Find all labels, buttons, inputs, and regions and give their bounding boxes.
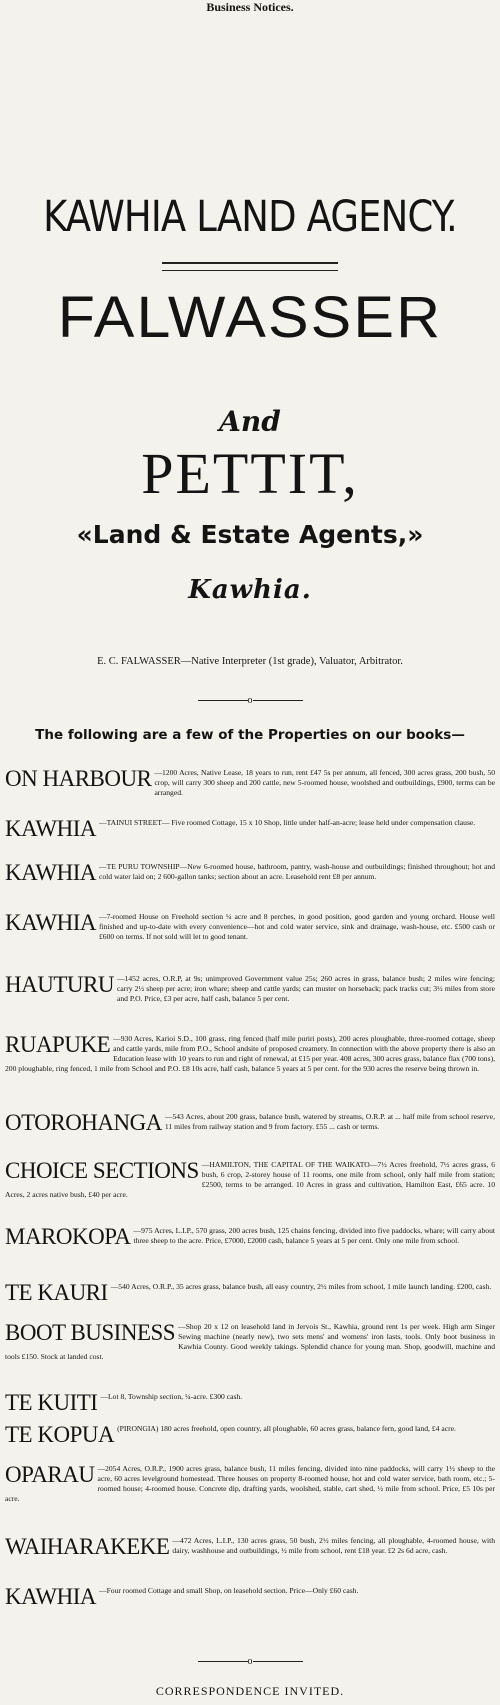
town-name: Kawhia. (188, 575, 312, 605)
listing-text: —1452 acres, O.R.P, at 9s; unimproved Government value 25s; 260 acres in grass, balance bush; 2 miles wire fencing; carry 2½ sheep per acre; iron whare; sheep and cattle yards; can muster on horseback; pack tracks cut; 3½ miles from store and P.O. Price, £3 per acre, half cash, balance 5 per cent. (116, 974, 495, 1003)
listing-title: OTOROHANGA (5, 1110, 162, 1135)
listing-text: —930 Acres, Karioi S.D., 100 grass, ring fenced (half mile puriri posts), 200 acres ploughable, three-roomed cottage, sheep and cattle yards, mile from P.O., School andsite of proposed creamery. In connection with the above property there is also an Education lease with 10 years to run and right of renewal, at £15 per year. 408 acres, 300 acres grass, balance flax (700 tons), 200 ploughable, ring fenced, 1 mile from School and P.O. £8 10s acre, half cash, balance 5 years at 5 per cent. for the 930 acres the reserve being thrown in. (5, 1034, 495, 1073)
listing-te-kopua (5, 1424, 495, 1445)
listing-boot-business (5, 1322, 495, 1362)
listing-title: ON HARBOUR (5, 766, 152, 791)
listing-text: —540 Acres, O.R.P., 35 acres grass, balance bush, all easy country, 2½ miles from school, 1 mile launch landing. £200, cash. (110, 1282, 492, 1291)
listing-ruapuke (5, 1034, 495, 1074)
listing-te-kauri (5, 1282, 495, 1303)
intro-line: The following are a few of the Properties on our books— (35, 727, 465, 743)
listing-waiharakeke (5, 1536, 495, 1557)
listing-oparau (5, 1464, 495, 1504)
divider-2 (0, 1656, 500, 1667)
ornament-right-icon: » (407, 520, 424, 549)
listing-text: —472 Acres, L.I.P., 130 acres grass, 50 bush, 2½ miles fencing, all ploughable, 4-roomed house, with dairy, washhouse and outbuildings, ½ mile from school, rent £18 year. £2 2s 6d acre, cash. (172, 1536, 495, 1555)
listing-title: RUAPUKE (5, 1032, 111, 1057)
principal-line: E. C. FALWASSER—Native Interpreter (1st grade), Valuator, Arbitrator. (97, 656, 403, 667)
listing-marokopa (5, 1226, 495, 1247)
divider-mark: o (247, 1656, 253, 1667)
listing-text: —975 Acres, L.I.P., 570 grass, 200 acres bush, 125 chains fencing, divided into five paddocks, whare; will carry about three sheep to the acre. Price, £7000, £2000 cash, balance 5 years at 5 per cent. Only one mile from school. (133, 1226, 495, 1245)
double-rule (162, 262, 338, 271)
ornament-left-icon: « (76, 520, 93, 549)
listing-kawhia-te-puru (5, 862, 495, 883)
listing-title: KAWHIA (5, 910, 96, 935)
agents-line (0, 520, 500, 549)
agency-title: KAWHIA LAND AGENCY. (43, 192, 457, 242)
listing-title: TE KUITI (5, 1390, 98, 1415)
listing-text: —Lot 8, Township section, ¼-acre. £300 cash. (100, 1392, 243, 1401)
section-header: Business Notices. (206, 0, 294, 14)
firm-name-falwasser: FALWASSER (57, 285, 443, 350)
listing-title: WAIHARAKEKE (5, 1534, 170, 1559)
agents-text: Land & Estate Agents, (92, 520, 408, 549)
listing-title: HAUTURU (5, 972, 114, 997)
listing-text: —Four roomed Cottage and small Shop, on leasehold section. Price—Only £60 cash. (98, 1586, 359, 1595)
listing-title: TE KAURI (5, 1280, 108, 1305)
listing-title: BOOT BUSINESS (5, 1320, 176, 1345)
listing-text: —Shop 20 x 12 on leasehold land in Jervois St., Kawhia, ground rent 1s per week. High arm Singer Sewing machine (nearly new), two sets mens' and womens' iron lasts, tools. Only boot business in Kawhia County. Good weekly takings. Splendid chance for young man. Shop, goodwill, machine and tools £150. Stock at landed cost. (5, 1322, 495, 1361)
listing-otorohanga (5, 1112, 495, 1133)
listing-title: KAWHIA (5, 860, 96, 885)
listing-title: KAWHIA (5, 816, 96, 841)
listing-choice-sections (5, 1160, 495, 1200)
divider-mark: o (247, 695, 253, 706)
listing-text: —TE PURU TOWNSHIP—New 6-roomed house, bathroom, pantry, wash-house and outbuildings; finished throughout; hot and cold water laid on; 2 600-gallon tanks; section about an acre. Leasehold rent £8 per annum. (98, 862, 495, 881)
listing-title: OPARAU (5, 1462, 95, 1487)
listing-text: —HAMILTON, THE CAPITAL OF THE WAIKATO—7½ Acres freehold, 7½ acres grass, 6 bush, 6 crop, 2-storey house of 11 rooms, one mile from school, only half mile from station; £2500, terms to be arranged. 10 Acres in grass and cultivation, Hamilton East, £65 acre. 10 Acres, 2 acres native bush, £40 per acre. (5, 1160, 495, 1199)
listing-on-harbour (5, 768, 495, 798)
listing-kawhia-freehold (5, 912, 495, 942)
listing-text: —7-roomed House on Freehold section ¼ acre and 8 perches, in good position, good garden and young orchard. House well finished and up-to-date with every convenience—hot and cold water service, sink and drainage, wash-house, etc. £500 cash or £600 on terms. If not sold will let to good tenant. (98, 912, 495, 941)
listing-kawhia-cottage-shop (5, 1586, 495, 1607)
divider-1 (0, 695, 500, 706)
listing-text: —2054 Acres, O.R.P., 1900 acres grass, balance bush, 11 miles fencing, divided into nine paddocks, will carry 1½ sheep to the acre, 60 acres levelground homestead. Three houses on property 8-roomed house, hot and cold water service, bath room, etc.; 5-roomed house; 4-roomed house. Concrete dip, drafting yards, woolshed, stable, cart shed, ½ mile from school. Price, £5 10s per acre. (5, 1464, 495, 1503)
listing-text: —TAINUI STREET— Five roomed Cottage, 15 x 10 Shop, little under half-an-acre; lease held under compensation clause. (98, 818, 476, 827)
listing-text: (PIRONGIA) 180 acres freehold, open country, all ploughable, 60 acres grass, balance fern, good land, £4 acre. (117, 1424, 456, 1433)
listing-title: TE KOPUA (5, 1422, 115, 1447)
listing-te-kuiti (5, 1392, 495, 1413)
and-word: And (219, 405, 281, 438)
listing-title: MAROKOPA (5, 1224, 131, 1249)
listing-text: —543 Acres, about 200 grass, balance bush, watered by streams, O.R.P. at ... half mile from school reserve, 11 miles from railway station and 9 from factory. £55 ... cash or terms. (164, 1112, 495, 1131)
listing-title: KAWHIA (5, 1584, 96, 1609)
firm-name-pettit: PETTIT, (141, 441, 359, 506)
listing-kawhia-tainui (5, 818, 495, 839)
listing-text: —1200 Acres, Native Lease, 18 years to run, rent £47 5s per annum, all fenced, 300 acres grass, 200 bush, 50 crop, will carry 300 sheep and 200 cattle, new 5-roomed house, woolshed and outbuildings, £900, terms can be arranged. (154, 768, 495, 797)
listing-hauturu (5, 974, 495, 1004)
footer-line: CORRESPONDENCE INVITED. (155, 1684, 345, 1698)
listing-title: CHOICE SECTIONS (5, 1158, 199, 1183)
